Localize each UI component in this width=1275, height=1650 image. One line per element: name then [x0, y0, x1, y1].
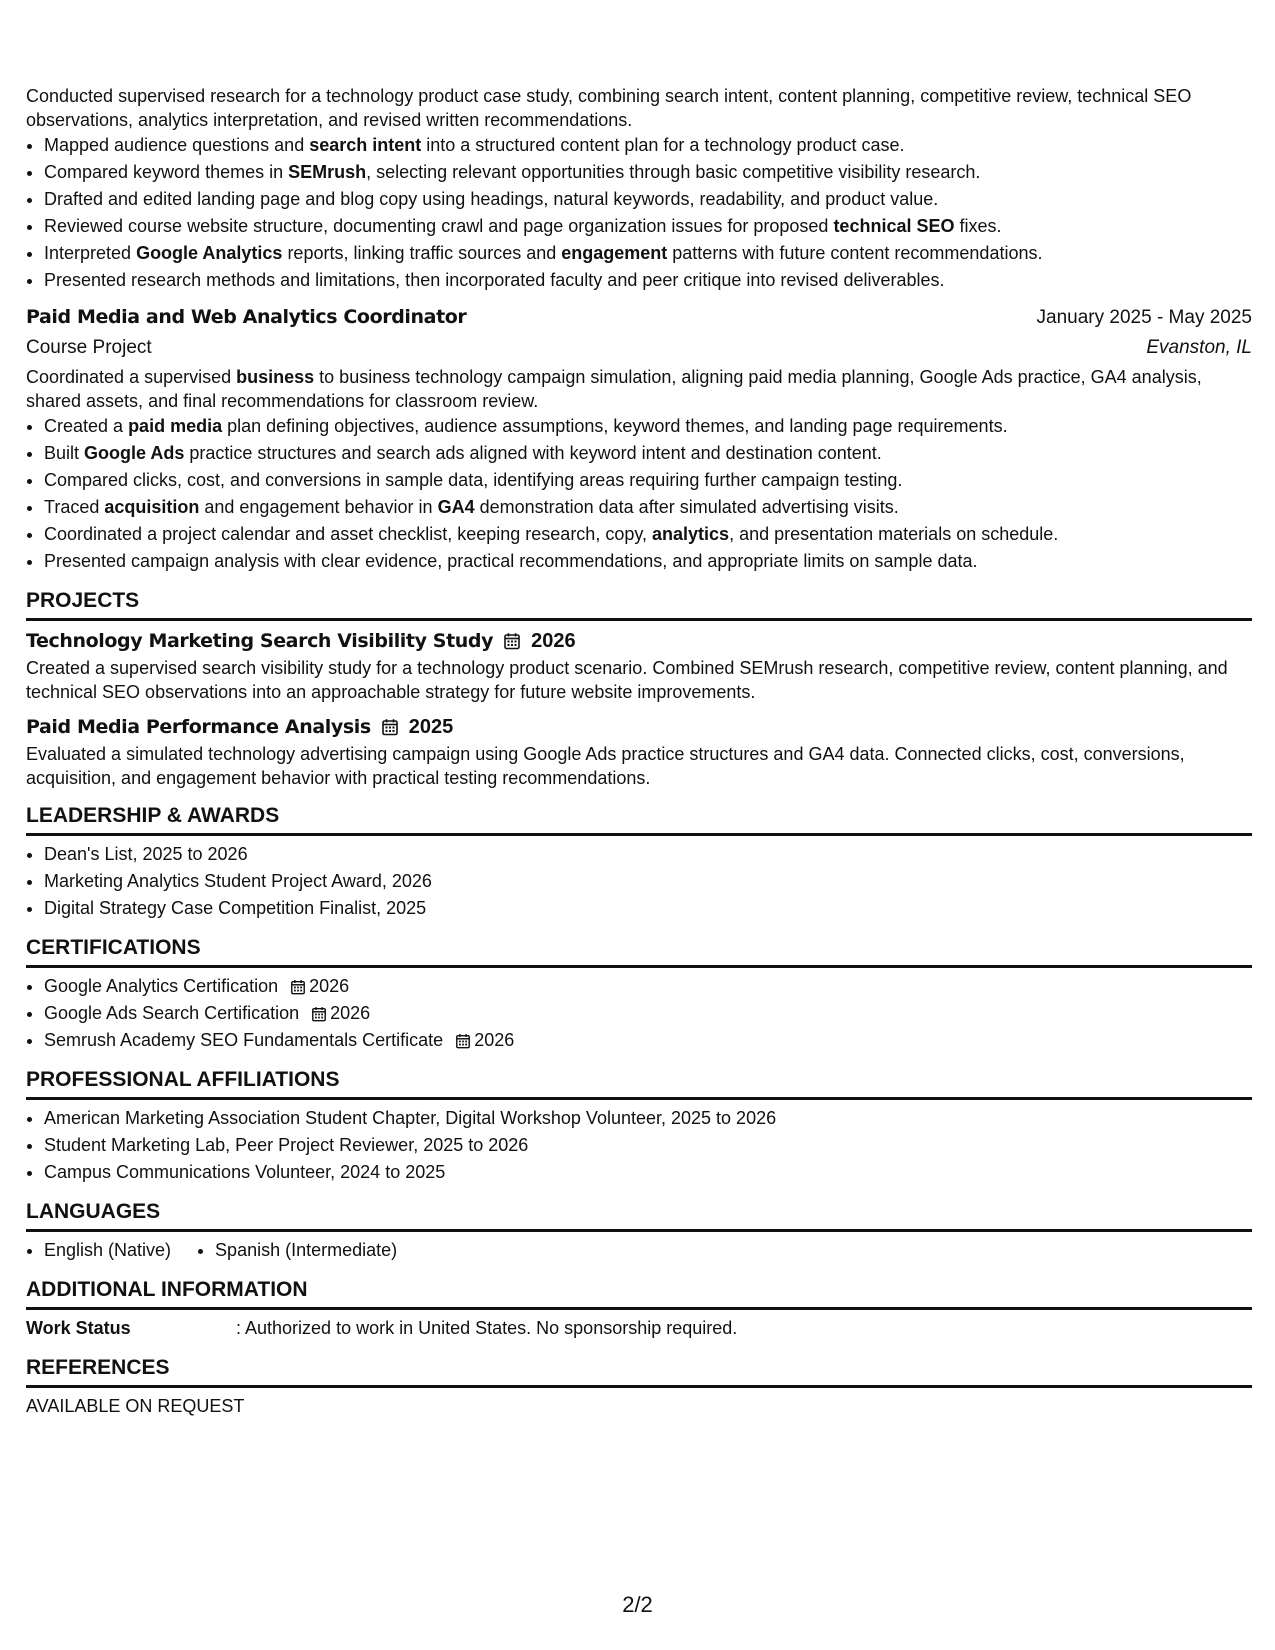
project-title-row	[26, 712, 1252, 742]
job-location: Evanston, IL	[1146, 337, 1252, 358]
leadership-list	[26, 841, 1252, 922]
bullet-item	[44, 213, 1252, 240]
project-year: 2025	[408, 716, 454, 738]
certifications-list	[26, 973, 1252, 1054]
languages-heading: LANGUAGES	[26, 1198, 1252, 1232]
job-dates: January 2025 - May 2025	[1036, 307, 1252, 328]
bullet-item	[44, 467, 1252, 494]
text-run: demonstration data after simulated advertising visits.	[474, 497, 899, 517]
leadership-heading: LEADERSHIP & AWARDS	[26, 802, 1252, 836]
text-run: practice structures and search ads aligned with keyword intent and destination content.	[184, 443, 882, 463]
certification-item	[44, 1027, 1252, 1054]
bold-keyword: business	[236, 367, 315, 387]
bold-keyword: acquisition	[104, 497, 200, 517]
bullet-item	[44, 413, 1252, 440]
bold-keyword: technical SEO	[833, 216, 955, 236]
text-run: to business technology campaign simulation, aligning paid media planning, Google Ads practice, GA4 analysis, shared assets, and final recommendations for classroom review.	[26, 367, 1202, 411]
bullet-item	[44, 521, 1252, 548]
affiliations-list	[26, 1105, 1252, 1186]
certification-item	[44, 973, 1252, 1000]
text-run: Created a	[44, 416, 129, 436]
project-year: 2026	[531, 630, 576, 652]
work-status-row	[26, 1315, 1252, 1342]
projects-list	[26, 626, 1252, 790]
text-run: Drafted and edited landing page and blog copy using headings, natural keywords, readability, and product value.	[44, 189, 939, 209]
bold-keyword: Google Ads	[84, 443, 185, 463]
text-run: Built	[44, 443, 85, 463]
calendar-icon	[381, 718, 399, 736]
text-run: patterns with future content recommendations.	[667, 243, 1043, 263]
additional-heading: ADDITIONAL INFORMATION	[26, 1276, 1252, 1310]
job-header	[26, 302, 1252, 333]
bold-keyword: analytics	[652, 524, 730, 544]
text-run: Coordinated a supervised	[26, 367, 237, 387]
bold-keyword: search intent	[309, 135, 422, 155]
list-item: • Student Marketing Lab, Peer Project Reviewer, 2025 to 2026	[44, 1132, 1252, 1159]
text-run: and engagement behavior in	[199, 497, 438, 517]
text-run: fixes.	[954, 216, 1002, 236]
bullet-item	[44, 267, 1252, 294]
experience-intro-description: Conducted supervised research for a technology product case study, combining search intent, content planning, competitive review, technical SEO observations, analytics interpretation, and revised written recommendations.	[26, 86, 1192, 130]
project-title-row	[26, 626, 1252, 656]
job-subheader	[26, 333, 1252, 363]
list-item: • Campus Communications Volunteer, 2024 to 2025	[44, 1159, 1252, 1186]
text-run: Compared clicks, cost, and conversions in sample data, identifying areas requiring further campaign testing.	[44, 470, 903, 490]
list-item: • Dean's List, 2025 to 2026	[44, 841, 1252, 868]
job-title: Paid Media and Web Analytics Coordinator	[26, 306, 467, 328]
certification-year: 2026	[309, 976, 350, 996]
certifications-section	[26, 934, 1252, 1054]
project-item	[26, 626, 1252, 704]
bold-keyword: GA4	[437, 497, 475, 517]
bullet-item	[44, 548, 1252, 575]
bullet-item	[44, 132, 1252, 159]
bold-keyword: paid media	[128, 416, 223, 436]
calendar-icon	[503, 632, 521, 650]
text-run: into a structured content plan for a technology product case.	[421, 135, 905, 155]
text-run: , and presentation materials on schedule.	[729, 524, 1059, 544]
resume-page	[26, 84, 1252, 1420]
text-run: Compared keyword themes in	[44, 162, 289, 182]
certification-name: Google Ads Search Certification	[44, 1003, 300, 1023]
affiliations-section	[26, 1066, 1252, 1186]
list-item: • Spanish (Intermediate)	[215, 1237, 397, 1264]
certification-year: 2026	[330, 1003, 371, 1023]
bold-keyword: engagement	[561, 243, 668, 263]
certification-name: Semrush Academy SEO Fundamentals Certificate	[44, 1030, 444, 1050]
experience-intro-bullets	[26, 132, 1252, 294]
page-number: 2/2	[622, 1592, 653, 1617]
bullet-item	[44, 494, 1252, 521]
leadership-section	[26, 802, 1252, 922]
job-bullets	[26, 413, 1252, 575]
projects-heading: PROJECTS	[26, 587, 1252, 621]
text-run: Presented campaign analysis with clear evidence, practical recommendations, and appropriate limits on sample data.	[44, 551, 978, 571]
text-run: Mapped audience questions and	[44, 135, 310, 155]
certification-item	[44, 1000, 1252, 1027]
experience-continued	[26, 84, 1252, 575]
bold-keyword: Google Analytics	[136, 243, 283, 263]
calendar-icon	[290, 979, 306, 995]
bullet-item	[44, 240, 1252, 267]
text-run: Interpreted	[44, 243, 137, 263]
project-description: Evaluated a simulated technology advertising campaign using Google Ads practice structures and GA4 data. Connected clicks, cost, conversions, acquisition, and engagement behavior with practical testing recommendations.	[26, 744, 1185, 788]
bold-keyword: SEMrush	[288, 162, 367, 182]
job-description	[26, 365, 1252, 413]
references-text: AVAILABLE ON REQUEST	[26, 1396, 245, 1416]
list-item: • American Marketing Association Student Chapter, Digital Workshop Volunteer, 2025 to 2026	[44, 1105, 1252, 1132]
project-title: Paid Media Performance Analysis	[26, 716, 371, 738]
references-heading: REFERENCES	[26, 1354, 1252, 1388]
languages-section	[26, 1198, 1252, 1264]
calendar-icon	[455, 1033, 471, 1049]
text-run: Traced	[44, 497, 105, 517]
project-item	[26, 712, 1252, 790]
job-organization: Course Project	[26, 337, 152, 358]
work-status-value: : Authorized to work in United States. No sponsorship required.	[236, 1318, 738, 1338]
calendar-icon	[311, 1006, 327, 1022]
certifications-heading: CERTIFICATIONS	[26, 934, 1252, 968]
affiliations-heading: PROFESSIONAL AFFILIATIONS	[26, 1066, 1252, 1100]
bullet-item	[44, 159, 1252, 186]
languages-list	[26, 1237, 1252, 1264]
bullet-item	[44, 440, 1252, 467]
work-status-label: Work Status	[26, 1318, 131, 1338]
references-section	[26, 1354, 1252, 1420]
list-item: • Marketing Analytics Student Project Award, 2026	[44, 868, 1252, 895]
text-run: , selecting relevant opportunities through basic competitive visibility research.	[366, 162, 981, 182]
list-item: • English (Native)	[44, 1237, 171, 1264]
text-run: Presented research methods and limitations, then incorporated faculty and peer critique into revised deliverables.	[44, 270, 945, 290]
bullet-item	[44, 186, 1252, 213]
project-title: Technology Marketing Search Visibility Study	[26, 630, 494, 652]
projects-section	[26, 587, 1252, 790]
text-run: Coordinated a project calendar and asset checklist, keeping research, copy,	[44, 524, 653, 544]
project-description: Created a supervised search visibility study for a technology product scenario. Combined SEMrush research, competitive review, content planning, and technical SEO observations into an approachable strategy for future website improvements.	[26, 658, 1228, 702]
text-run: Reviewed course website structure, documenting crawl and page organization issues for proposed	[44, 216, 834, 236]
additional-section	[26, 1276, 1252, 1342]
text-run: plan defining objectives, audience assumptions, keyword themes, and landing page requirements.	[222, 416, 1008, 436]
text-run: reports, linking traffic sources and	[282, 243, 562, 263]
certification-year: 2026	[474, 1030, 515, 1050]
certification-name: Google Analytics Certification	[44, 976, 279, 996]
list-item: • Digital Strategy Case Competition Finalist, 2025	[44, 895, 1252, 922]
